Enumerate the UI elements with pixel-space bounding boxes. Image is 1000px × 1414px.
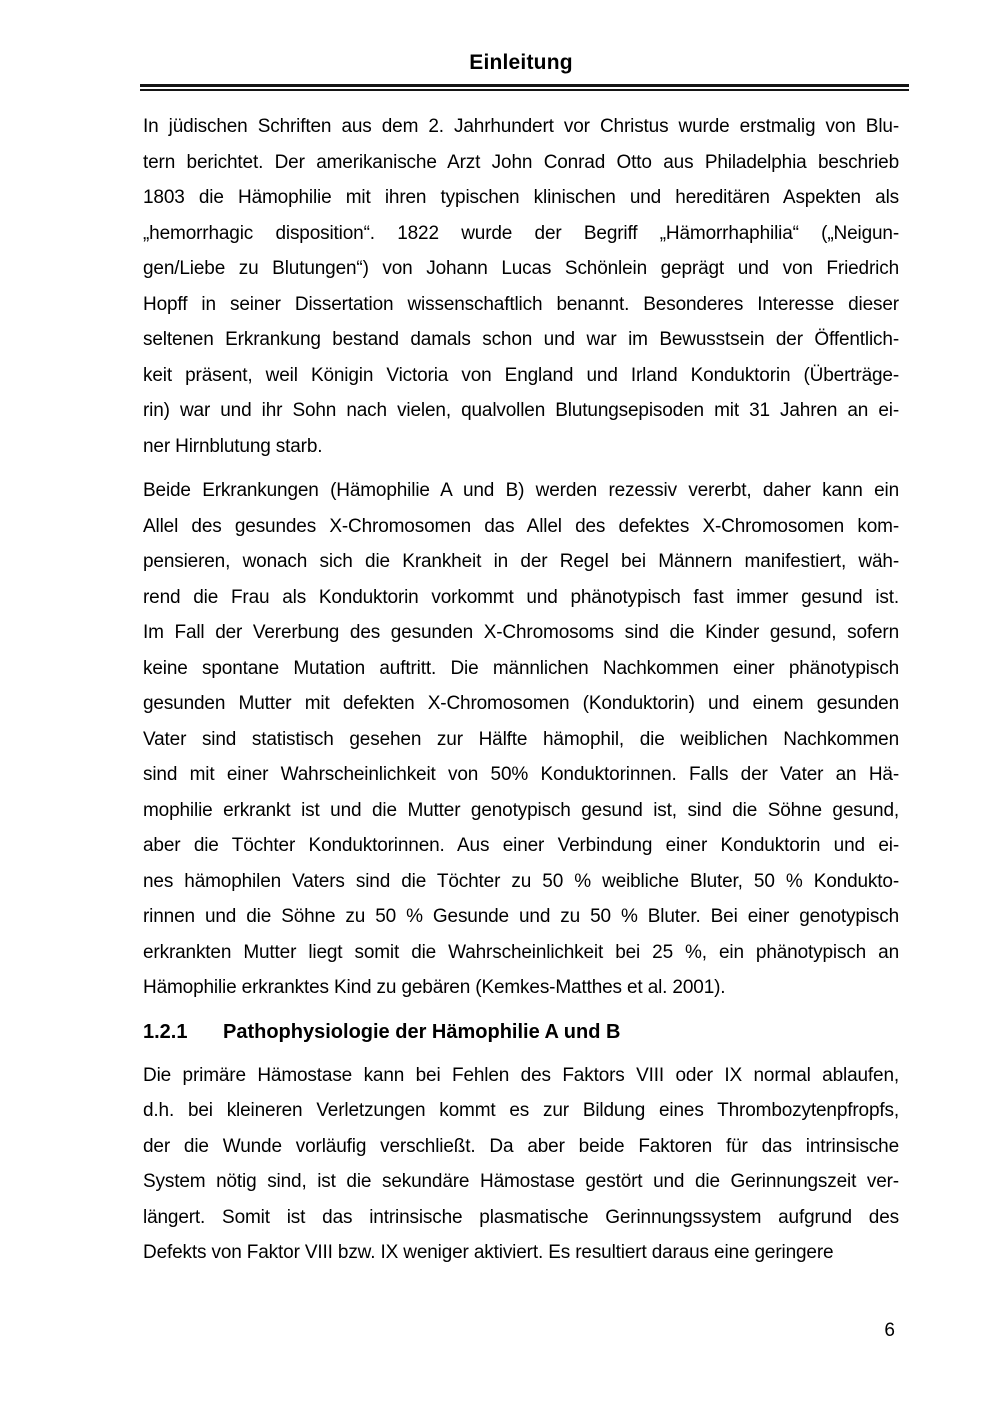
paragraph-line: rinnen und die Söhne zu 50 % Gesunde und zu 50 % Bluter. Bei einer genotypisch [143, 906, 899, 927]
paragraph-line: „hemorrhagic disposition“. 1822 wurde der Begriff „Hämorrhaphilia“ („Neigun- [143, 222, 899, 244]
paragraph-line: Beide Erkrankungen (Hämophilie A und B) werden rezessiv vererbt, daher kann ein [143, 480, 899, 501]
page-number: 6 [884, 1320, 895, 1341]
section-title: Pathophysiologie der Hämophilie A und B [223, 1020, 621, 1043]
paragraph-line: erkrankten Mutter liegt somit die Wahrscheinlichkeit bei 25 %, ein phänotypisch an [143, 941, 899, 963]
paragraph-line: gesunden Mutter mit defekten X-Chromosomen (Konduktorin) und einem gesunden [143, 693, 899, 714]
paragraph-line: gen/Liebe zu Blutungen“) von Johann Lucas Schönlein geprägt und von Friedrich [143, 258, 899, 279]
section-number: 1.2.1 [143, 1020, 188, 1043]
page-header-title: Einleitung [469, 51, 573, 74]
paragraph-line: längert. Somit ist das intrinsische plasmatische Gerinnungssystem aufgrund des [143, 1206, 899, 1228]
paragraph-line: rin) war und ihr Sohn nach vielen, qualvollen Blutungsepisoden mit 31 Jahren an ei- [143, 400, 899, 421]
paragraph-line: System nötig sind, ist die sekundäre Hämostase gestört und die Gerinnungszeit ver- [143, 1171, 899, 1192]
paragraph-line: Allel des gesundes X-Chromosomen das Allel des defektes X-Chromosomen kom- [143, 515, 899, 537]
paragraph [143, 473, 899, 1006]
paragraph-line: Hopff in seiner Dissertation wissenschaftlich benannt. Besonderes Interesse dieser [143, 293, 899, 315]
paragraph-line: 1803 die Hämophilie mit ihren typischen klinischen und hereditären Aspekten als [143, 187, 899, 208]
paragraph [143, 1058, 899, 1271]
paragraph [143, 109, 899, 464]
paragraph-line: ner Hirnblutung starb. [143, 435, 323, 457]
paragraph-line: mophilie erkrankt ist und die Mutter genotypisch gesund ist, sind die Söhne gesund, [143, 799, 899, 821]
paragraph-line: pensieren, wonach sich die Krankheit in der Regel bei Männern manifestiert, wäh- [143, 551, 899, 572]
paragraph-line: Im Fall der Vererbung des gesunden X-Chromosoms sind die Kinder gesund, sofern [143, 622, 899, 643]
paragraph-line: keit präsent, weil Königin Victoria von England und Irland Konduktorin (Überträge- [143, 364, 899, 386]
paragraph-line: tern berichtet. Der amerikanische Arzt John Conrad Otto aus Philadelphia beschrieb [143, 151, 899, 173]
paragraph-line: Vater sind statistisch gesehen zur Hälfte hämophil, die weiblichen Nachkommen [143, 728, 899, 750]
paragraph-line: sind mit einer Wahrscheinlichkeit von 50% Konduktorinnen. Falls der Vater an Hä- [143, 764, 899, 785]
header-rule [140, 84, 909, 91]
paragraph-line: d.h. bei kleineren Verletzungen kommt es zur Bildung eines Thrombozytenpfropfs, [143, 1100, 899, 1121]
page-content [143, 0, 899, 1271]
paragraph-line: seltenen Erkrankung bestand damals schon und war im Bewusstsein der Öffentlich- [143, 329, 899, 350]
paragraph-line: nes hämophilen Vaters sind die Töchter zu 50 % weibliche Bluter, 50 % Kondukto- [143, 870, 899, 892]
paragraph-line: Hämophilie erkranktes Kind zu gebären (Kemkes-Matthes et al. 2001). [143, 977, 726, 998]
paragraph-line: der die Wunde vorläufig verschließt. Da aber beide Faktoren für das intrinsische [143, 1135, 899, 1157]
paragraph-line: In jüdischen Schriften aus dem 2. Jahrhundert vor Christus wurde erstmalig von Blu- [143, 116, 899, 137]
paragraph-line: Defekts von Faktor VIII bzw. IX weniger aktiviert. Es resultiert daraus eine geringere [143, 1242, 834, 1263]
paragraph-line: rend die Frau als Konduktorin vorkommt und phänotypisch fast immer gesund ist. [143, 586, 899, 608]
paragraph-line: aber die Töchter Konduktorinnen. Aus einer Verbindung einer Konduktorin und ei- [143, 835, 899, 856]
page-header [143, 0, 899, 91]
section-heading [143, 1014, 899, 1050]
paragraph-line: keine spontane Mutation auftritt. Die männlichen Nachkommen einer phänotypisch [143, 657, 899, 679]
paragraph-line: Die primäre Hämostase kann bei Fehlen des Faktors VIII oder IX normal ablaufen, [143, 1064, 899, 1086]
